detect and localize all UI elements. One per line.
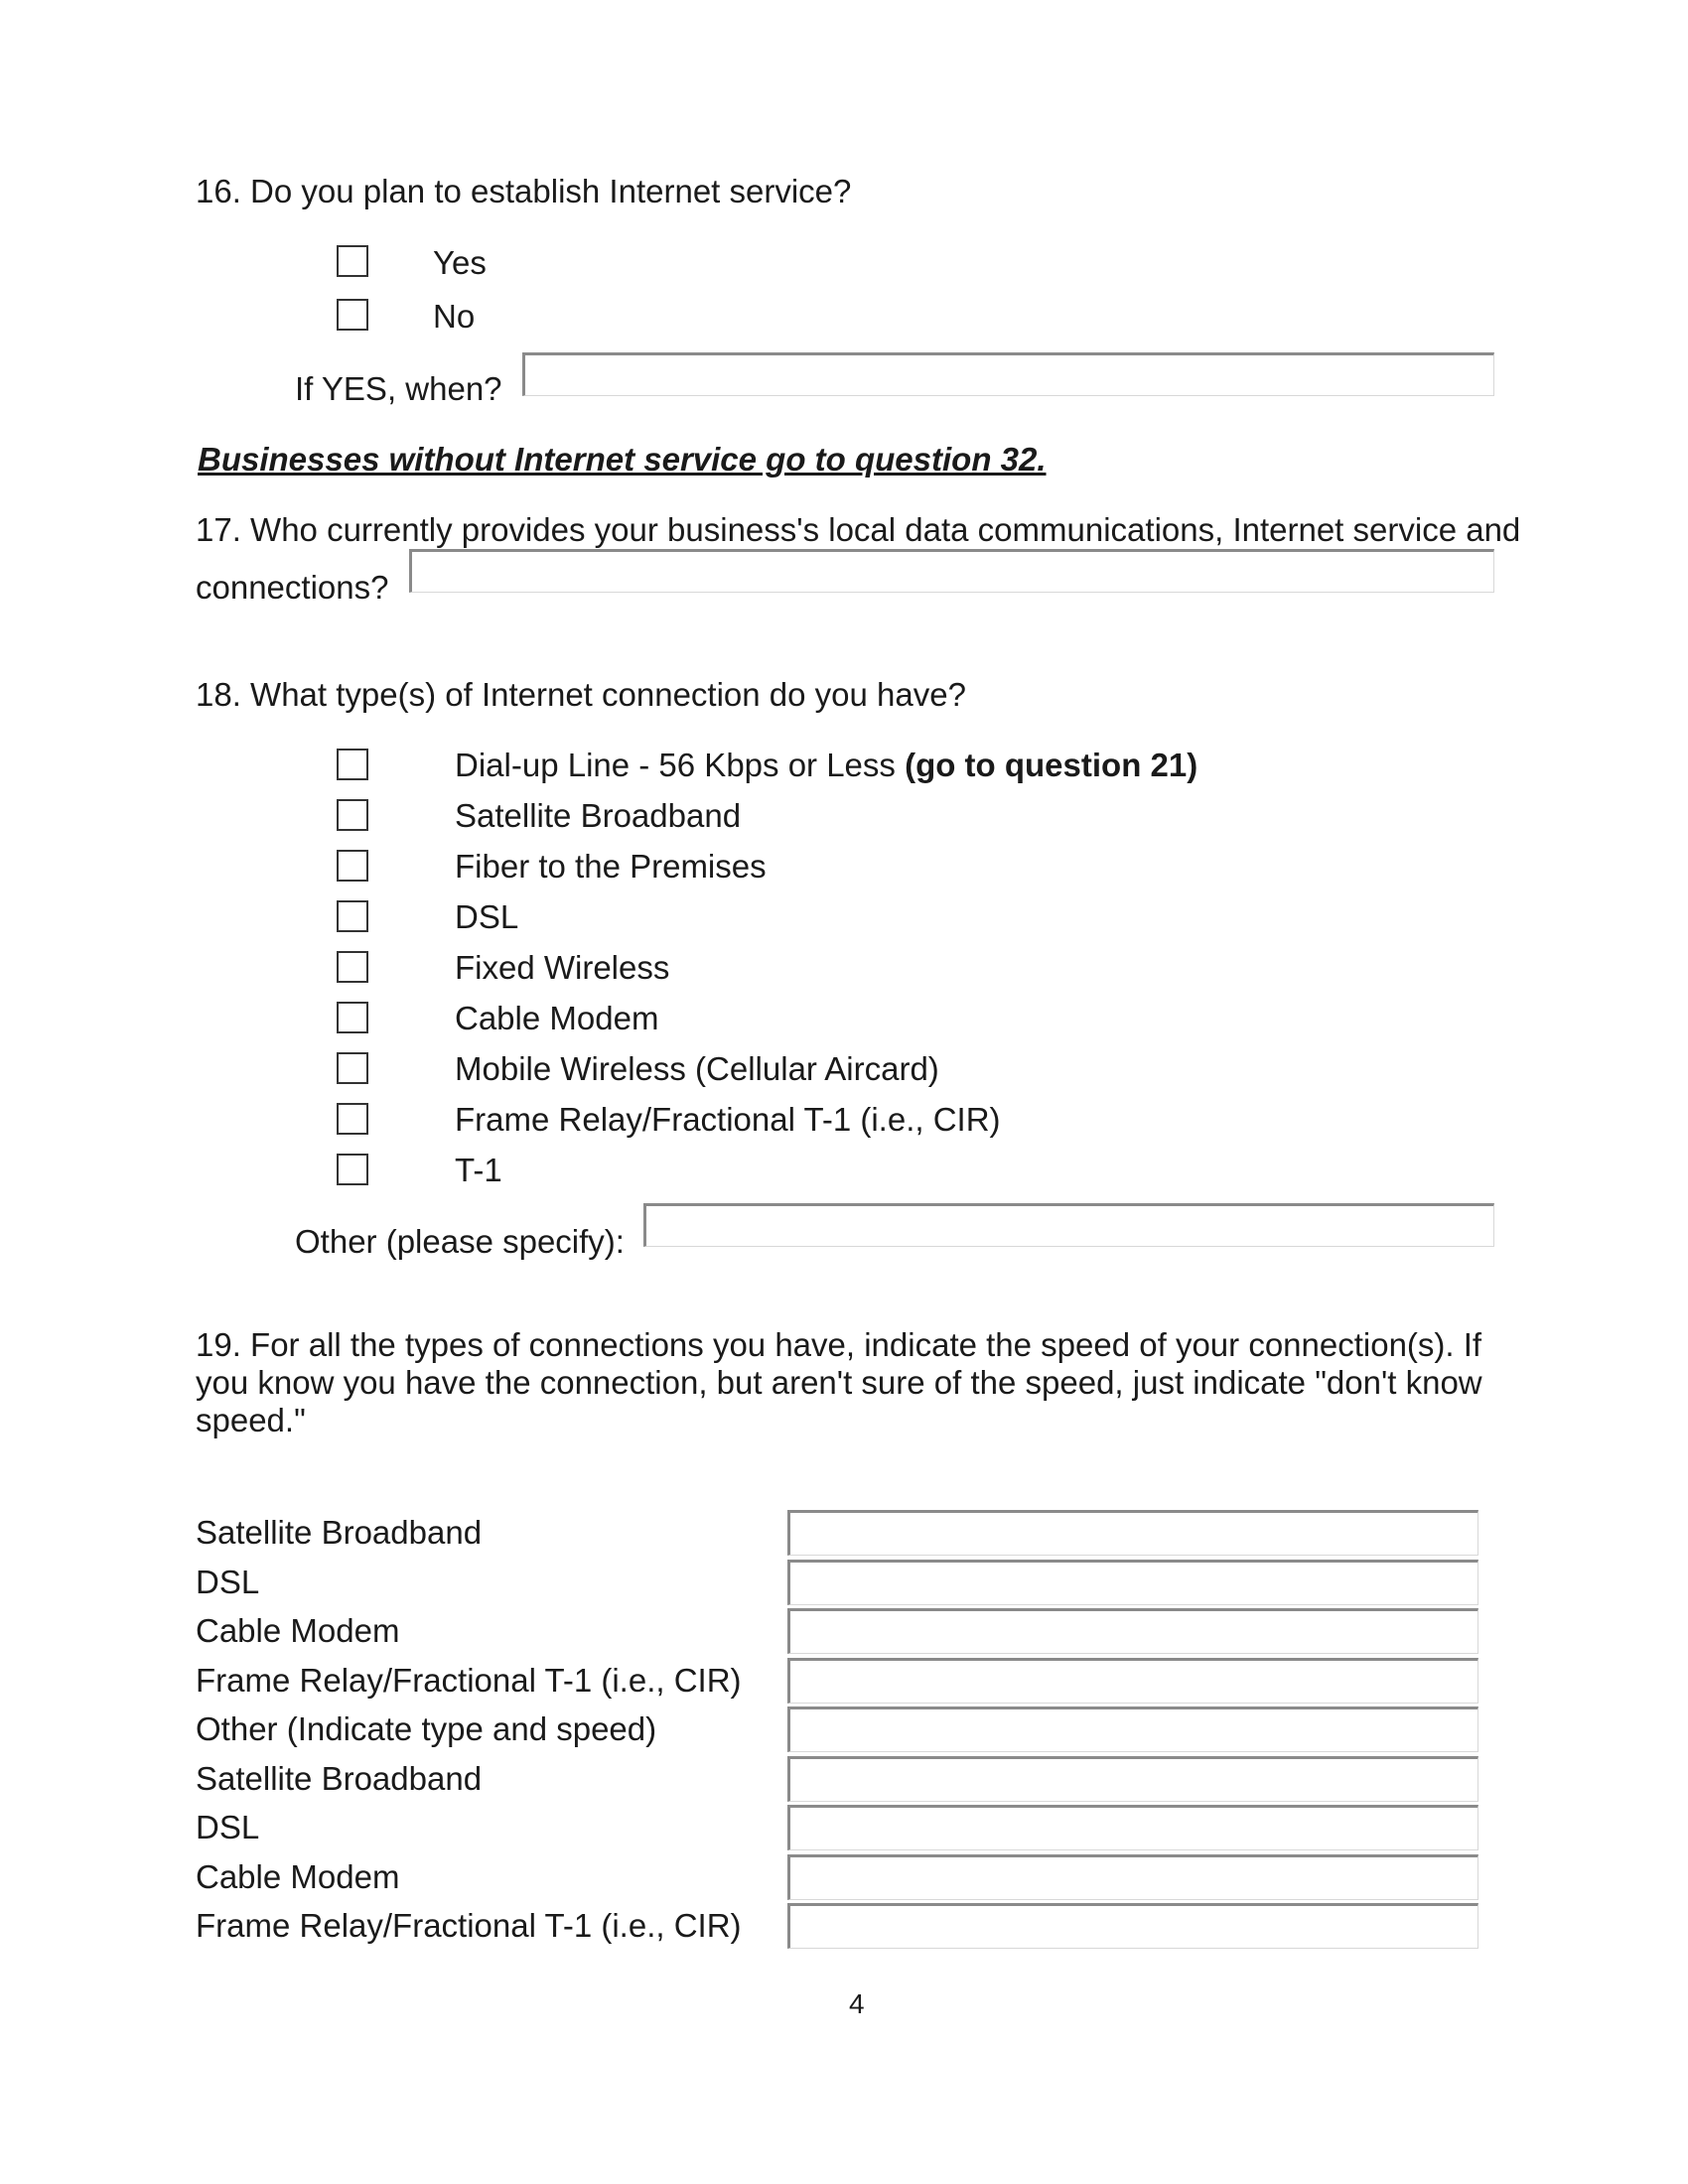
q19-speed-field[interactable]	[787, 1560, 1478, 1605]
q16-when-field[interactable]	[522, 352, 1494, 396]
q18-other-label: Other (please specify):	[295, 1223, 625, 1260]
q19-row-label: Satellite Broadband	[196, 1760, 483, 1797]
q17-question-line1: 17. Who currently provides your business's local data communications, Internet service and	[196, 511, 1521, 548]
q16-yes-checkbox[interactable]	[337, 245, 368, 277]
q18-dsl-checkbox[interactable]	[337, 900, 368, 932]
q18-mobile-wireless-label: Mobile Wireless (Cellular Aircard)	[455, 1050, 939, 1087]
q19-row-label: Cable Modem	[196, 1612, 400, 1649]
q19-row-label: Cable Modem	[196, 1858, 400, 1895]
q18-t1-label: T-1	[455, 1152, 502, 1188]
q19-row-label: DSL	[196, 1809, 260, 1845]
q19-row-label: DSL	[196, 1564, 260, 1600]
q16-yes-label: Yes	[433, 244, 487, 281]
q18-dsl-label: DSL	[455, 898, 519, 935]
q19-row-label: Frame Relay/Fractional T-1 (i.e., CIR)	[196, 1662, 742, 1699]
q19-speed-field[interactable]	[787, 1658, 1478, 1704]
q18-t1-checkbox[interactable]	[337, 1154, 368, 1185]
page-number: 4	[849, 1988, 865, 2019]
q18-fixed-wireless-label: Fixed Wireless	[455, 949, 670, 986]
q19-speed-field[interactable]	[787, 1706, 1478, 1752]
q18-frame-relay-checkbox[interactable]	[337, 1103, 368, 1135]
q18-dialup-label: Dial-up Line - 56 Kbps or Less	[455, 747, 906, 783]
q18-cable-modem-checkbox[interactable]	[337, 1002, 368, 1033]
q18-dialup-checkbox[interactable]	[337, 749, 368, 780]
q19-speed-field[interactable]	[787, 1756, 1478, 1802]
q18-question: 18. What type(s) of Internet connection do you have?	[196, 676, 966, 713]
q19-row-label: Satellite Broadband	[196, 1514, 483, 1551]
q18-fiber-checkbox[interactable]	[337, 850, 368, 882]
q18-frame-relay-label: Frame Relay/Fractional T-1 (i.e., CIR)	[455, 1101, 1001, 1138]
q19-row-label: Frame Relay/Fractional T-1 (i.e., CIR)	[196, 1907, 742, 1944]
q17-provider-field[interactable]	[409, 549, 1494, 593]
q19-question: 19. For all the types of connections you have, indicate the speed of your connection(s). If you know you have the connection, but aren't sure of the speed, just indicate "don't know speed."	[196, 1326, 1482, 1438]
q18-fiber-label: Fiber to the Premises	[455, 848, 767, 885]
q19-speed-field[interactable]	[787, 1805, 1478, 1850]
q19-speed-field[interactable]	[787, 1854, 1478, 1900]
q18-satellite-label: Satellite Broadband	[455, 797, 742, 834]
q18-mobile-wireless-checkbox[interactable]	[337, 1052, 368, 1084]
q19-speed-field[interactable]	[787, 1608, 1478, 1654]
q18-fixed-wireless-checkbox[interactable]	[337, 951, 368, 983]
q18-dialup-note: (go to question 21)	[905, 747, 1198, 783]
q18-option-dialup	[455, 749, 1197, 781]
q18-other-field[interactable]	[643, 1203, 1494, 1247]
q18-cable-modem-label: Cable Modem	[455, 1000, 659, 1036]
q16-question: 16. Do you plan to establish Internet service?	[196, 173, 852, 209]
q17-question-line2: connections?	[196, 569, 389, 606]
q16-no-label: No	[433, 298, 476, 335]
q19-speed-field[interactable]	[787, 1903, 1478, 1949]
q19-row-label: Other (Indicate type and speed)	[196, 1710, 657, 1747]
skip-instruction: Businesses without Internet service go to question 32.	[198, 441, 1047, 478]
q19-speed-field[interactable]	[787, 1510, 1478, 1556]
q18-satellite-checkbox[interactable]	[337, 799, 368, 831]
q16-no-checkbox[interactable]	[337, 299, 368, 331]
q16-when-label: If YES, when?	[295, 370, 502, 407]
